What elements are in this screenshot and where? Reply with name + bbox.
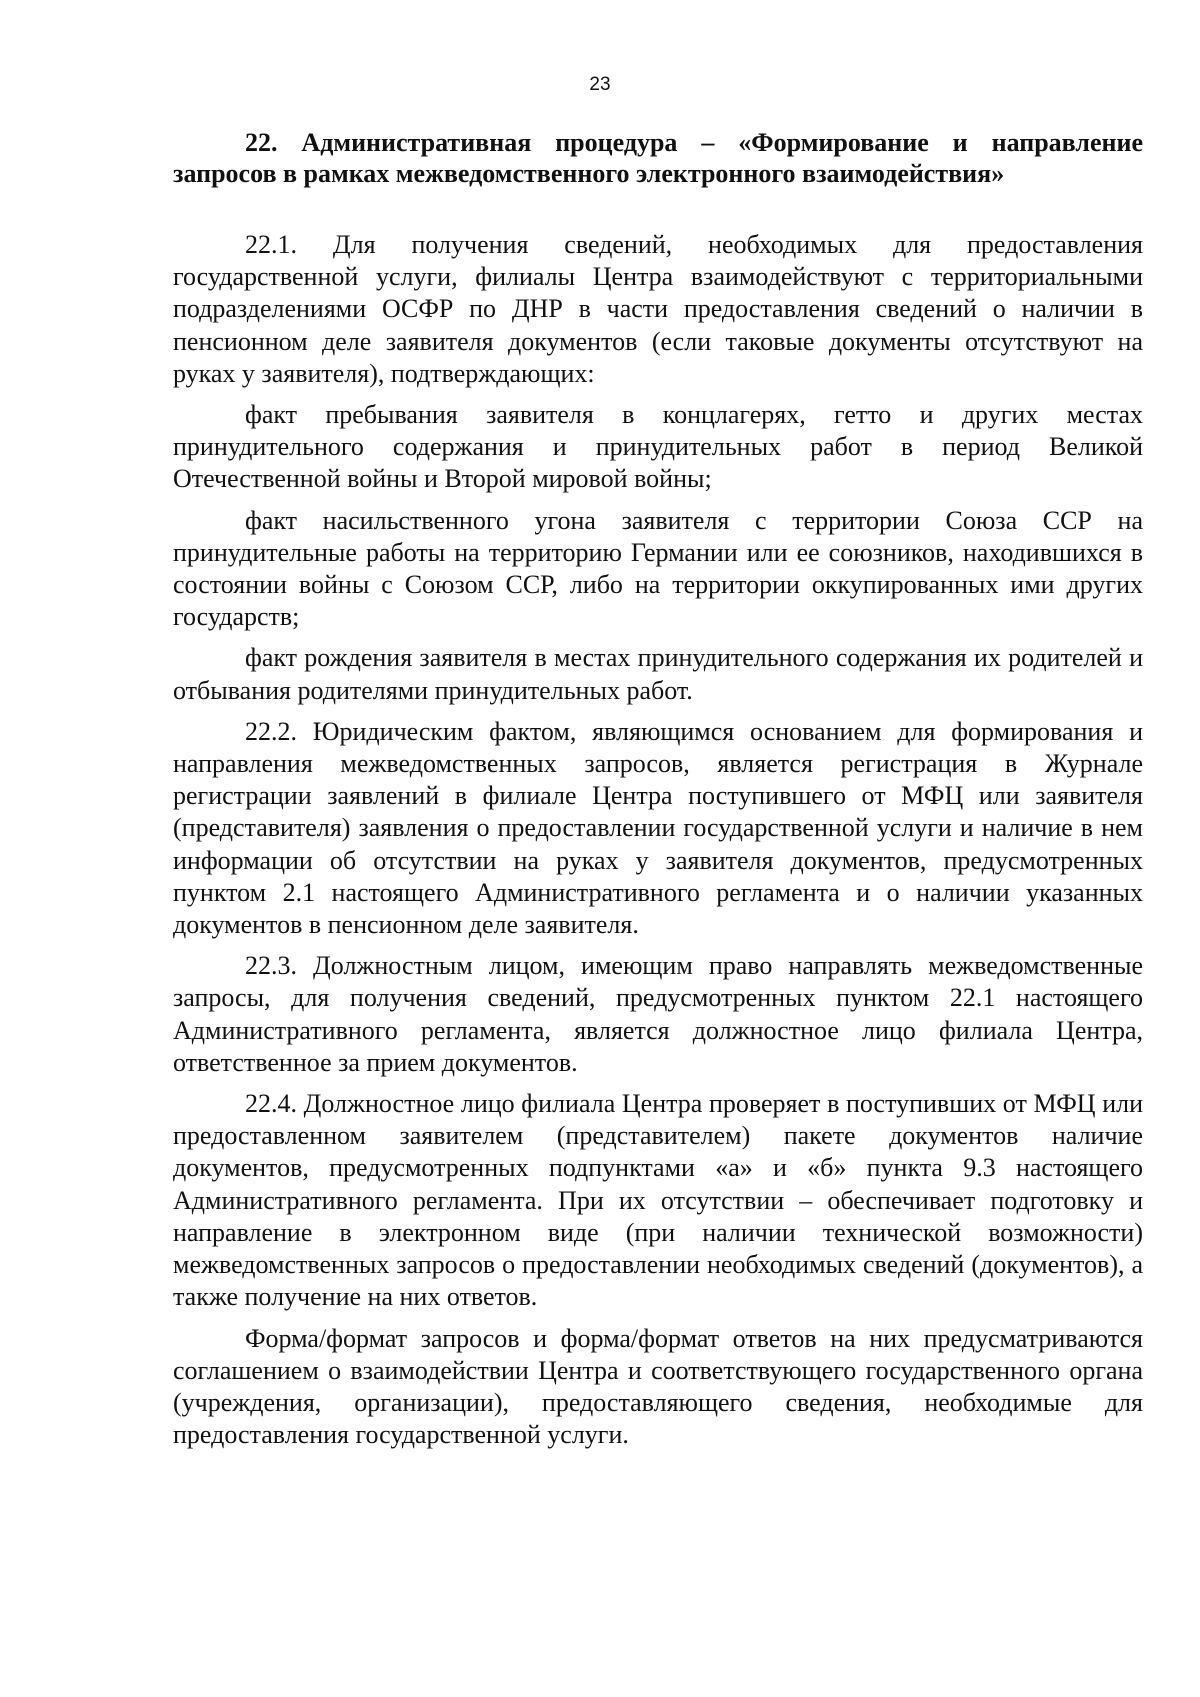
- page-number: 23: [589, 74, 611, 95]
- paragraph-fact-camps: факт пребывания заявителя в концлагерях, гетто и других местах принудительного содержания и принудительных работ в период Великой Отечественной войны и Второй мировой войны;: [173, 400, 1143, 494]
- paragraph-22-3: 22.3. Должностным лицом, имеющим право направлять межведомственные запросы, для получения сведений, предусмотренных пунктом 22.1 настоящего Административного регламента, является должностное лицо филиала Центра, ответственное за прием документов.: [173, 951, 1143, 1077]
- paragraph-22-4: 22.4. Должностное лицо филиала Центра проверяет в поступивших от МФЦ или предоставленном заявителем (представителем) пакете документов наличие документов, предусмотренных подпунктами «а» и «б» пункта 9.3 настоящего Административного регламента. При их отсутствии – обеспечивает подготовку и направление в электронном виде (при наличии технической возможности) межведомственных запросов о предоставлении необходимых сведений (документов), а также получение на них ответов.: [173, 1089, 1143, 1312]
- paragraph-22-1: 22.1. Для получения сведений, необходимых для предоставления государственной услуги, филиалы Центра взаимодействуют с территориальными подразделениями ОСФР по ДНР в части предоставления сведений о наличии в пенсионном деле заявителя документов (если таковые документы отсутствуют на руках у заявителя), подтверждающих:: [173, 230, 1143, 388]
- paragraph-fact-birth: факт рождения заявителя в местах принудительного содержания их родителей и отбывания родителями принудительных работ.: [173, 643, 1143, 705]
- paragraph-22-2: 22.2. Юридическим фактом, являющимся основанием для формирования и направления межведомственных запросов, является регистрация в Журнале регистрации заявлений в филиале Центра поступившего от МФЦ или заявителя (представителя) заявления о предоставлении государственной услуги и наличие в нем информации об отсутствии на руках у заявителя документов, предусмотренных пунктом 2.1 настоящего Административного регламента и о наличии указанных документов в пенсионном деле заявителя.: [173, 716, 1143, 940]
- paragraph-fact-deportation: факт насильственного угона заявителя с территории Союза ССР на принудительные работы на территорию Германии или ее союзников, находившихся в состоянии войны с Союзом ССР, либо на территории оккупированных ими других государств;: [173, 505, 1143, 632]
- paragraph-request-format: Форма/формат запросов и форма/формат ответов на них предусматриваются соглашением о взаимодействии Центра и соответствующего государственного органа (учреждения, организации), предоставляющего сведения, необходимые для предоставления государственной услуги.: [173, 1323, 1143, 1450]
- section-heading: 22. Административная процедура – «Формирование и направление запросов в рамках межведомственного электронного взаимодействия»: [173, 128, 1143, 188]
- document-body: [173, 127, 1143, 1451]
